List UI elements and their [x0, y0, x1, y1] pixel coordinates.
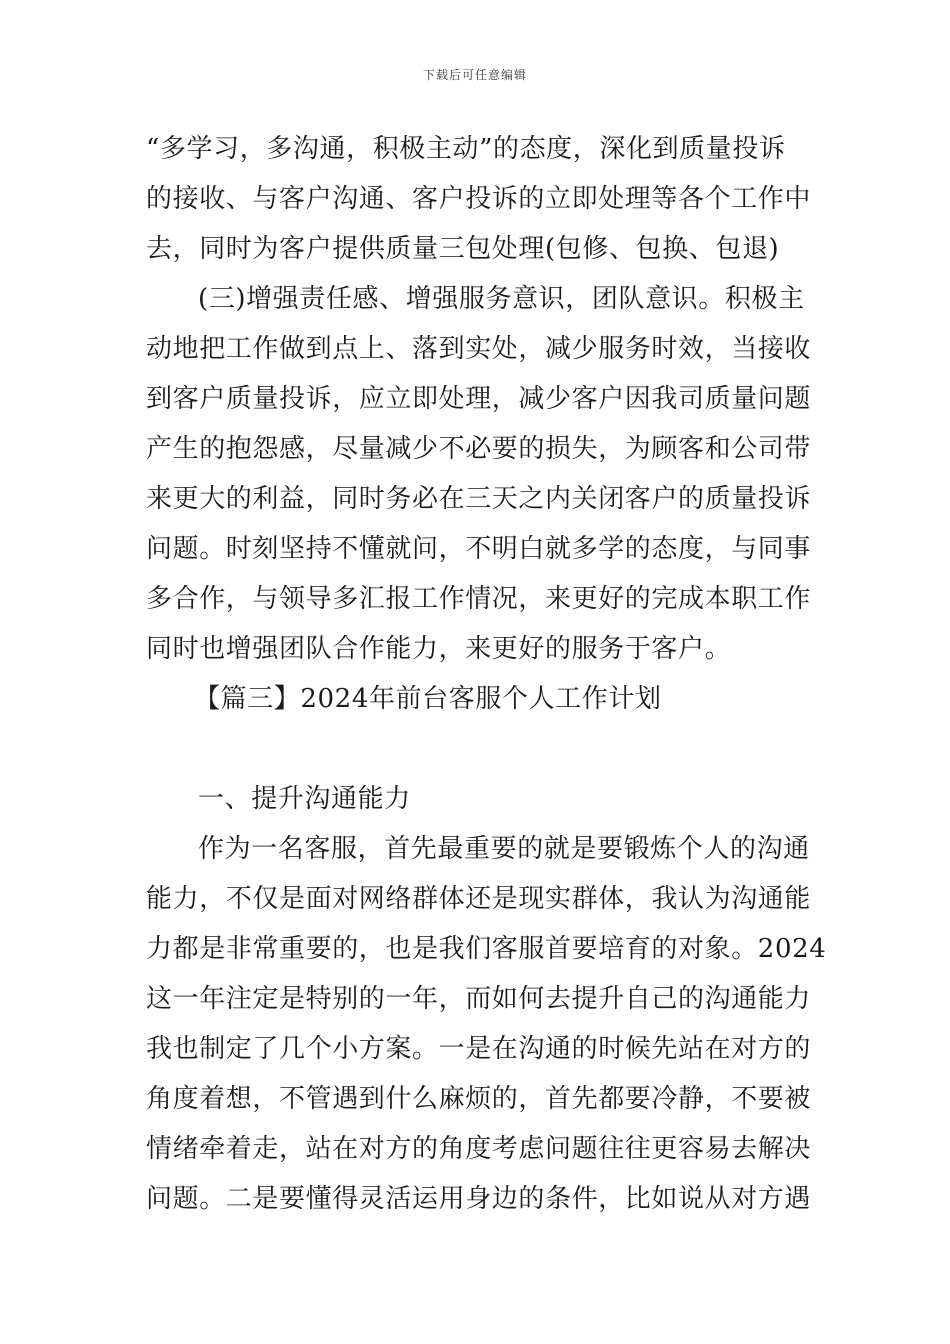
section-title: 【篇三】2024年前台客服个人工作计划: [194, 684, 662, 714]
header-note: 下载后可任意编辑: [422, 68, 527, 82]
paragraph-line: 多合作，与领导多汇报工作情况，来更好的完成本职工作: [146, 584, 812, 614]
paragraph-line: 同时也增强团队合作能力，来更好的服务于客户。: [146, 634, 732, 664]
paragraph-line: 作为一名客服，首先最重要的就是要锻炼个人的沟通: [198, 834, 810, 864]
paragraph-line: 动地把工作做到点上、落到实处，减少服务时效，当接收: [146, 334, 812, 364]
paragraph-line: 到客户质量投诉，应立即处理，减少客户因我司质量问题: [146, 384, 812, 414]
paragraph-line: 产生的抱怨感，尽量减少不必要的损失，为顾客和公司带: [146, 434, 812, 464]
paragraph-line: 来更大的利益，同时务必在三天之内关闭客户的质量投诉: [146, 484, 812, 514]
paragraph-line: 问题。二是要懂得灵活运用身边的条件，比如说从对方遇: [146, 1184, 812, 1214]
paragraph-line: 力都是非常重要的，也是我们客服首要培育的对象。2024: [146, 934, 827, 964]
paragraph-line: 情绪牵着走，站在对方的角度考虑问题往往更容易去解决: [146, 1134, 812, 1164]
section-heading: 一、提升沟通能力: [198, 784, 411, 814]
paragraph-line: 的接收、与客户沟通、客户投诉的立即处理等各个工作中: [146, 184, 812, 214]
paragraph-line: 能力，不仅是面对网络群体还是现实群体，我认为沟通能: [146, 884, 812, 914]
paragraph-line: 我也制定了几个小方案。一是在沟通的时候先站在对方的: [146, 1034, 812, 1064]
paragraph-line: 角度着想，不管遇到什么麻烦的，首先都要冷静，不要被: [146, 1084, 812, 1114]
paragraph-line: (三)增强责任感、增强服务意识，团队意识。积极主: [198, 284, 805, 314]
blank-line: [146, 724, 810, 774]
paragraph-line: 问题。时刻坚持不懂就问，不明白就多学的态度，与同事: [146, 534, 812, 564]
paragraph-line: 去，同时为客户提供质量三包处理(包修、包换、包退): [146, 234, 780, 264]
document-body: [146, 124, 827, 1224]
paragraph-line: 这一年注定是特别的一年，而如何去提升自己的沟通能力: [146, 984, 812, 1014]
paragraph-line: “多学习，多沟通，积极主动”的态度，深化到质量投诉: [146, 134, 786, 164]
